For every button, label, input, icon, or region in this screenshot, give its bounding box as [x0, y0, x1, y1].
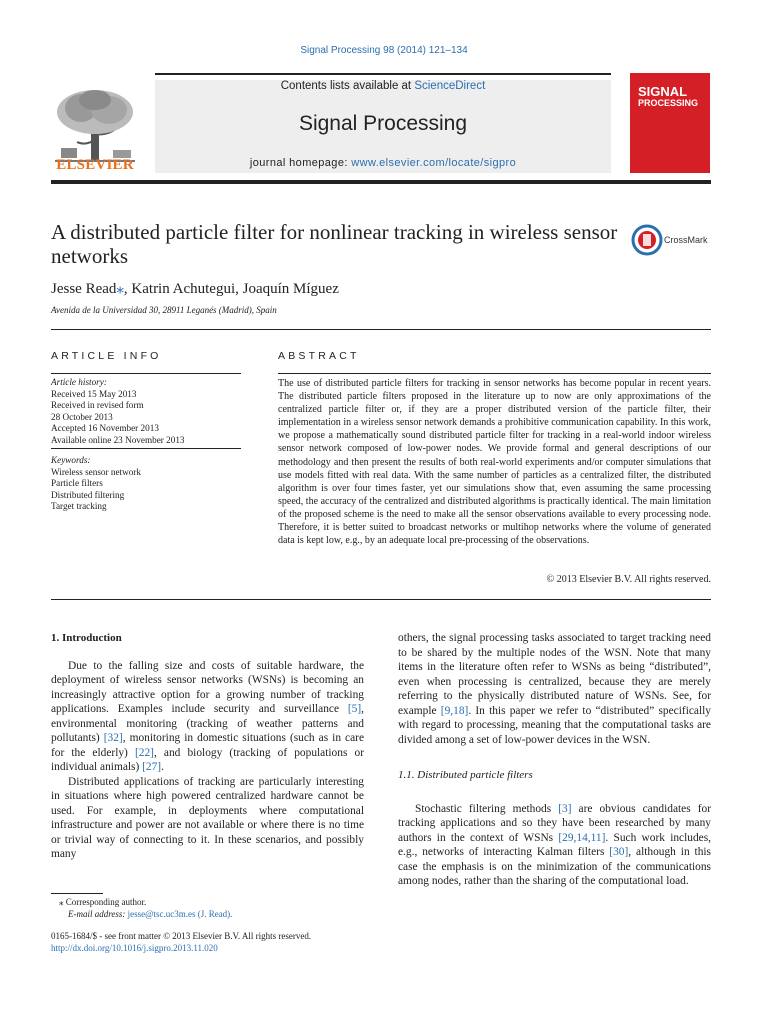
sciencedirect-link[interactable]: ScienceDirect — [414, 80, 486, 92]
publication-info — [51, 930, 311, 954]
text: others, the signal processing tasks associated to target tracking need to be shared by the multiple nodes of the WSN. Note that many items in the literature often refer to WSNs as being “distributed”, even when processing is centralized, because they are merely referring to the physically distributed nature of WSNs. See, for example — [398, 632, 711, 717]
keyword: Target tracking — [51, 501, 107, 512]
text: , environmental monitoring (tracking of weather patterns and pollutants) — [51, 703, 364, 744]
citation-link[interactable]: [27] — [142, 761, 162, 773]
history-item: Received in revised form — [51, 400, 144, 411]
history-item: Available online 23 November 2013 — [51, 434, 185, 445]
text: . — [161, 761, 164, 773]
footnote-mark: ⁎ — [59, 897, 64, 907]
text: Stochastic filtering methods — [415, 802, 559, 815]
article-info-heading: ARTICLE INFO — [51, 350, 162, 362]
email-label: E-mail address: — [68, 909, 128, 919]
crossmark-label[interactable]: CrossMark — [664, 235, 708, 245]
journal-title: Signal Processing — [298, 112, 468, 135]
cover-subtitle: PROCESSING — [638, 98, 699, 108]
abstract-heading: ABSTRACT — [278, 350, 360, 362]
abstract-text: The use of distributed particle filters for tracking in sensor networks has become popular in recent years. The distributed particle filters proposed in the literature up to now are only approximations of the centralized particle filter or, if they are a proper distributed version of the particle filter, their implementation in a wireless sensor network demands a prohibitive communication capability. In this work, we propose a mathematically sound distributed particle filter for tracking in a real-world indoor wireless sensor network composed of low-power nodes. We provide formal and general descriptions of our methodology and then present the results of both real-world experiments and/or computer simulations that use models fitted with real data. With the same number of particles as a centralized filter, the distributed algorithm is over four times faster, yet our simulations show that, even assuming the same processing speed, the accuracy of the centralized and distributed algorithms is practically identical. The main limitation of the proposed scheme is the need to make all the sensor observations available to every processing node. Therefore, it is better suited to broadcast networks or multihop networks where the volume of generated data is kept low, e.g., by an adequate local pre-processing of the observations. — [278, 378, 711, 547]
header-thick-rule — [51, 180, 711, 184]
contents-prefix: Contents lists available at — [280, 80, 415, 92]
divider — [51, 448, 241, 449]
corresponding-author-mark[interactable]: ⁎ — [116, 281, 124, 297]
keywords-label: Keywords: — [51, 455, 91, 465]
issn-line: 0165-1684/$ - see front matter © 2013 Elsevier B.V. All rights reserved. — [51, 931, 312, 941]
text: Due to the falling size and costs of suitable hardware, the deployment of wireless sensor networks (WSNs) is becoming an increasingly attractive option for a growing number of tracking applications. Examples include security and surveillance — [51, 659, 364, 715]
paragraph — [51, 659, 364, 775]
affiliation: Avenida de la Universidad 30, 28911 Leganés (Madrid), Spain — [51, 305, 277, 315]
keyword: Wireless sensor network — [51, 466, 141, 477]
header-top-rule — [155, 73, 611, 75]
history-item: Received 15 May 2013 — [51, 388, 137, 399]
citation-link[interactable]: [29,14,11] — [558, 831, 606, 844]
homepage-line — [155, 157, 611, 169]
other-authors: , Katrin Achutegui, Joaquín Míguez — [123, 281, 339, 297]
section-heading: 1. Introduction — [51, 632, 122, 644]
history-label: Article history: — [51, 377, 107, 387]
citation-link[interactable]: [3] — [558, 802, 572, 815]
contents-line — [155, 80, 611, 92]
footnote-rule — [51, 893, 103, 894]
article-history — [51, 377, 241, 447]
text: , monitoring in domestic situations (such as in care for the elderly) — [51, 732, 364, 759]
citation-link[interactable]: [30] — [609, 846, 629, 858]
keyword: Distributed filtering — [51, 489, 125, 500]
history-item: 28 October 2013 — [51, 411, 113, 422]
journal-reference[interactable]: Signal Processing 98 (2014) 121–134 — [300, 45, 468, 56]
footnote-text: Corresponding author. — [63, 897, 147, 907]
text: . In this paper we refer to “distributed” specifically with regard to processing, meaning that the computational tasks are divided among a set of low-power devices in the WSN. — [398, 704, 711, 746]
divider — [51, 329, 711, 330]
text: , although in this case the emphasis is on the minimization of the communications among nodes, rather than the sharing of the computational load. — [398, 846, 711, 887]
keyword: Particle filters — [51, 478, 103, 489]
paragraph — [398, 802, 711, 889]
divider — [51, 373, 241, 374]
article-title: A distributed particle filter for nonlinear tracking in wireless sensor networks — [51, 220, 618, 268]
copyright-line: © 2013 Elsevier B.V. All rights reserved. — [546, 574, 711, 585]
homepage-link[interactable]: www.elsevier.com/locate/sigpro — [351, 157, 517, 169]
cover-title-line-1: SIGNAL — [638, 84, 688, 99]
divider — [278, 373, 711, 374]
author-1: Jesse Read — [51, 281, 117, 297]
body-column-right — [398, 631, 711, 889]
paragraph — [398, 631, 711, 747]
divider — [51, 599, 711, 600]
footnote — [51, 896, 232, 920]
history-item: Accepted 16 November 2013 — [51, 423, 159, 434]
citation-link[interactable]: [22] — [134, 746, 154, 759]
text: are obvious candidates for tracking applications and so they have been researched by many authors in the context of WSNs — [398, 802, 711, 844]
homepage-prefix: journal homepage: — [249, 157, 352, 169]
cover-title — [638, 86, 687, 98]
text: , and biology (tracking of populations or individual animals) — [51, 746, 364, 773]
citation-link[interactable]: [9,18] — [440, 704, 469, 717]
doi-link[interactable]: http://dx.doi.org/10.1016/j.sigpro.2013.11.020 — [51, 943, 218, 953]
keywords — [51, 455, 241, 513]
subsection-heading: 1.1. Distributed particle filters — [398, 769, 533, 781]
citation-link[interactable]: [5] — [347, 703, 362, 715]
citation-link[interactable]: [32] — [103, 732, 123, 744]
authors-line — [51, 279, 339, 298]
elsevier-wordmark: ELSEVIER — [56, 157, 134, 173]
text: . Such work includes, e.g., networks of interacting Kalman filters — [398, 831, 712, 858]
paragraph: Distributed applications of tracking are particularly interesting in situations where high powered centralized hardware cannot be used. For example, in deployments where computational infrastructure and power are not available or where there is no time or trivial way of connecting to it. In these scenarios, and possibly many — [51, 775, 364, 860]
body-column-left — [51, 631, 364, 862]
email-link[interactable]: jesse@tsc.uc3m.es (J. Read). — [127, 909, 233, 919]
